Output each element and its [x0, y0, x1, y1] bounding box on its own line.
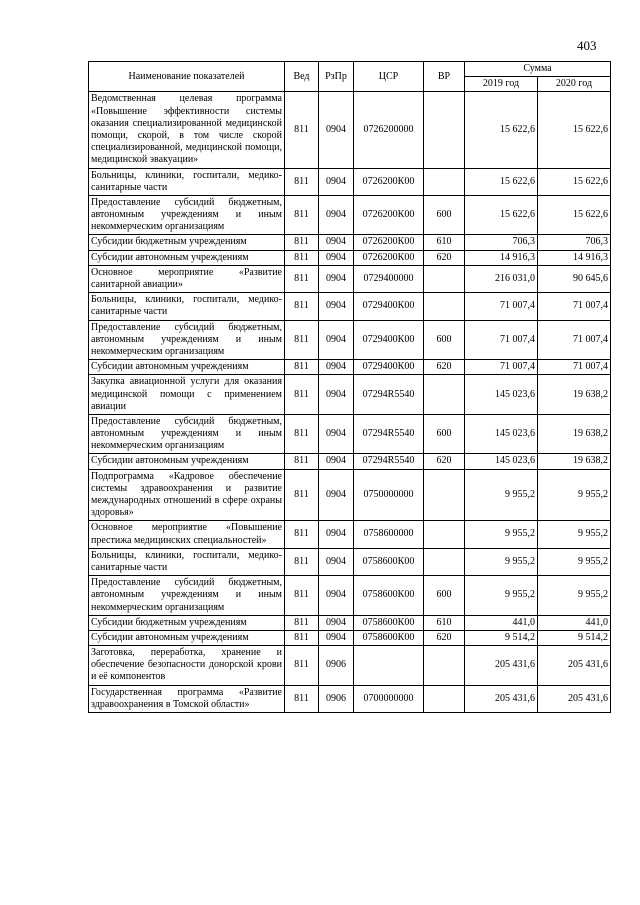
row-vr	[424, 293, 465, 320]
row-ved: 811	[285, 195, 319, 235]
row-sum-2019: 9 955,2	[465, 469, 538, 521]
row-ved: 811	[285, 521, 319, 548]
row-csr: 0729400К00	[354, 320, 424, 360]
row-vr: 620	[424, 360, 465, 375]
row-sum-2020: 90 645,6	[538, 265, 611, 292]
row-name: Больницы, клиники, госпитали, медико-санитарные части	[89, 293, 285, 320]
row-rzpr: 0904	[319, 320, 354, 360]
table-row	[89, 320, 611, 360]
row-ved: 811	[285, 454, 319, 469]
row-sum-2020: 441,0	[538, 615, 611, 630]
table-row	[89, 630, 611, 645]
row-name: Субсидии бюджетным учреждениям	[89, 615, 285, 630]
row-ved: 811	[285, 250, 319, 265]
row-sum-2019: 145 023,6	[465, 414, 538, 454]
table-row	[89, 576, 611, 616]
row-csr: 0758600К00	[354, 630, 424, 645]
row-rzpr: 0906	[319, 646, 354, 686]
table-row	[89, 548, 611, 575]
row-name: Субсидии автономным учреждениям	[89, 630, 285, 645]
budget-table	[88, 61, 611, 713]
table-row	[89, 360, 611, 375]
table-row	[89, 414, 611, 454]
row-sum-2019: 9 955,2	[465, 576, 538, 616]
row-rzpr: 0904	[319, 250, 354, 265]
row-csr: 0726200К00	[354, 250, 424, 265]
row-vr: 620	[424, 454, 465, 469]
header-csr: ЦСР	[354, 62, 424, 92]
row-csr: 0726200К00	[354, 195, 424, 235]
row-csr: 07294R5540	[354, 375, 424, 415]
row-ved: 811	[285, 576, 319, 616]
row-rzpr: 0904	[319, 293, 354, 320]
row-name: Субсидии бюджетным учреждениям	[89, 235, 285, 250]
table-row	[89, 469, 611, 521]
row-sum-2019: 15 622,6	[465, 92, 538, 168]
row-sum-2019: 14 916,3	[465, 250, 538, 265]
row-ved: 811	[285, 646, 319, 686]
row-sum-2020: 9 955,2	[538, 469, 611, 521]
row-vr	[424, 646, 465, 686]
row-name: Основное мероприятие «Повышение престижа медицинских специальностей»	[89, 521, 285, 548]
row-ved: 811	[285, 615, 319, 630]
row-sum-2019: 9 955,2	[465, 521, 538, 548]
row-name: Предоставление субсидий бюджетным, автономным учреждениям и иным некоммерческим организациям	[89, 195, 285, 235]
row-vr	[424, 375, 465, 415]
row-sum-2020: 19 638,2	[538, 414, 611, 454]
header-name: Наименование показателей	[89, 62, 285, 92]
row-name: Субсидии автономным учреждениям	[89, 454, 285, 469]
row-sum-2019: 15 622,6	[465, 168, 538, 195]
row-sum-2019: 71 007,4	[465, 320, 538, 360]
row-rzpr: 0904	[319, 630, 354, 645]
row-csr: 0726200К00	[354, 235, 424, 250]
row-sum-2020: 15 622,6	[538, 168, 611, 195]
row-vr	[424, 265, 465, 292]
row-rzpr: 0906	[319, 685, 354, 712]
row-name: Предоставление субсидий бюджетным, автономным учреждениям и иным некоммерческим организациям	[89, 414, 285, 454]
row-csr: 0729400000	[354, 265, 424, 292]
table-row	[89, 195, 611, 235]
row-sum-2019: 706,3	[465, 235, 538, 250]
table-row	[89, 521, 611, 548]
table-row	[89, 168, 611, 195]
row-csr: 07294R5540	[354, 454, 424, 469]
row-vr: 620	[424, 250, 465, 265]
row-sum-2020: 14 916,3	[538, 250, 611, 265]
row-name: Субсидии автономным учреждениям	[89, 360, 285, 375]
row-vr: 600	[424, 320, 465, 360]
table-row	[89, 92, 611, 168]
table-row	[89, 375, 611, 415]
table-row	[89, 615, 611, 630]
row-vr	[424, 521, 465, 548]
row-csr: 07294R5540	[354, 414, 424, 454]
row-csr: 0729400К00	[354, 360, 424, 375]
row-ved: 811	[285, 293, 319, 320]
row-ved: 811	[285, 320, 319, 360]
row-ved: 811	[285, 375, 319, 415]
row-vr	[424, 168, 465, 195]
row-vr	[424, 92, 465, 168]
row-csr	[354, 646, 424, 686]
row-sum-2019: 216 031,0	[465, 265, 538, 292]
table-row	[89, 454, 611, 469]
row-sum-2020: 205 431,6	[538, 685, 611, 712]
row-sum-2019: 145 023,6	[465, 375, 538, 415]
row-name: Больницы, клиники, госпитали, медико-санитарные части	[89, 168, 285, 195]
row-name: Субсидии автономным учреждениям	[89, 250, 285, 265]
row-rzpr: 0904	[319, 454, 354, 469]
header-2020: 2020 год	[538, 77, 611, 92]
row-csr: 0758600К00	[354, 576, 424, 616]
row-rzpr: 0904	[319, 375, 354, 415]
row-vr: 600	[424, 576, 465, 616]
row-sum-2020: 205 431,6	[538, 646, 611, 686]
row-sum-2019: 205 431,6	[465, 685, 538, 712]
row-sum-2019: 71 007,4	[465, 293, 538, 320]
row-ved: 811	[285, 414, 319, 454]
row-ved: 811	[285, 685, 319, 712]
page-number: 403	[577, 38, 597, 53]
row-rzpr: 0904	[319, 168, 354, 195]
row-sum-2019: 9 514,2	[465, 630, 538, 645]
row-sum-2019: 145 023,6	[465, 454, 538, 469]
row-ved: 811	[285, 168, 319, 195]
row-ved: 811	[285, 548, 319, 575]
row-sum-2020: 15 622,6	[538, 92, 611, 168]
row-rzpr: 0904	[319, 548, 354, 575]
table-row	[89, 293, 611, 320]
row-csr: 0758600000	[354, 521, 424, 548]
row-vr: 600	[424, 195, 465, 235]
row-sum-2020: 71 007,4	[538, 360, 611, 375]
row-sum-2019: 441,0	[465, 615, 538, 630]
table-row	[89, 646, 611, 686]
row-rzpr: 0904	[319, 521, 354, 548]
table-row	[89, 250, 611, 265]
row-vr: 610	[424, 235, 465, 250]
row-rzpr: 0904	[319, 265, 354, 292]
header-vr: ВР	[424, 62, 465, 92]
row-vr	[424, 685, 465, 712]
row-name: Закупка авиационной услуги для оказания медицинской помощи с применением авиации	[89, 375, 285, 415]
row-name: Предоставление субсидий бюджетным, автономным учреждениям и иным некоммерческим организациям	[89, 576, 285, 616]
row-vr: 620	[424, 630, 465, 645]
header-sum: Сумма	[465, 62, 611, 77]
row-name: Больницы, клиники, госпитали, медико-санитарные части	[89, 548, 285, 575]
row-sum-2019: 205 431,6	[465, 646, 538, 686]
row-sum-2019: 15 622,6	[465, 195, 538, 235]
table-row	[89, 265, 611, 292]
row-rzpr: 0904	[319, 576, 354, 616]
row-rzpr: 0904	[319, 615, 354, 630]
row-sum-2019: 9 955,2	[465, 548, 538, 575]
header-rzpr: РзПр	[319, 62, 354, 92]
row-sum-2020: 9 955,2	[538, 521, 611, 548]
row-sum-2020: 71 007,4	[538, 293, 611, 320]
row-rzpr: 0904	[319, 92, 354, 168]
table-body	[89, 92, 611, 713]
row-csr: 0729400К00	[354, 293, 424, 320]
row-name: Государственная программа «Развитие здравоохранения в Томской области»	[89, 685, 285, 712]
row-sum-2019: 71 007,4	[465, 360, 538, 375]
row-rzpr: 0904	[319, 235, 354, 250]
row-vr: 610	[424, 615, 465, 630]
row-sum-2020: 71 007,4	[538, 320, 611, 360]
table-row	[89, 685, 611, 712]
row-vr: 600	[424, 414, 465, 454]
row-ved: 811	[285, 265, 319, 292]
row-ved: 811	[285, 92, 319, 168]
row-rzpr: 0904	[319, 469, 354, 521]
row-rzpr: 0904	[319, 414, 354, 454]
row-name: Ведомственная целевая программа «Повышение эффективности системы оказания специализированной медицинской помощи, скорой, в том числе скорой специализированной, медицинской помощи, медицинской эвакуации»	[89, 92, 285, 168]
row-rzpr: 0904	[319, 360, 354, 375]
row-sum-2020: 9 955,2	[538, 548, 611, 575]
row-vr	[424, 548, 465, 575]
row-sum-2020: 19 638,2	[538, 375, 611, 415]
header-2019: 2019 год	[465, 77, 538, 92]
row-ved: 811	[285, 235, 319, 250]
row-rzpr: 0904	[319, 195, 354, 235]
row-sum-2020: 706,3	[538, 235, 611, 250]
row-sum-2020: 19 638,2	[538, 454, 611, 469]
row-ved: 811	[285, 469, 319, 521]
row-csr: 0758600К00	[354, 615, 424, 630]
row-sum-2020: 15 622,6	[538, 195, 611, 235]
row-sum-2020: 9 514,2	[538, 630, 611, 645]
row-vr	[424, 469, 465, 521]
table-row	[89, 235, 611, 250]
row-name: Основное мероприятие «Развитие санитарной авиации»	[89, 265, 285, 292]
row-name: Предоставление субсидий бюджетным, автономным учреждениям и иным некоммерческим организациям	[89, 320, 285, 360]
row-csr: 0726200К00	[354, 168, 424, 195]
row-sum-2020: 9 955,2	[538, 576, 611, 616]
row-csr: 0700000000	[354, 685, 424, 712]
header-ved: Вед	[285, 62, 319, 92]
row-csr: 0726200000	[354, 92, 424, 168]
row-csr: 0758600К00	[354, 548, 424, 575]
row-ved: 811	[285, 360, 319, 375]
row-name: Заготовка, переработка, хранение и обеспечение безопасности донорской крови и её компонентов	[89, 646, 285, 686]
row-csr: 0750000000	[354, 469, 424, 521]
row-ved: 811	[285, 630, 319, 645]
row-name: Подпрограмма «Кадровое обеспечение системы здравоохранения и развитие международных отношений в сфере охраны здоровья»	[89, 469, 285, 521]
